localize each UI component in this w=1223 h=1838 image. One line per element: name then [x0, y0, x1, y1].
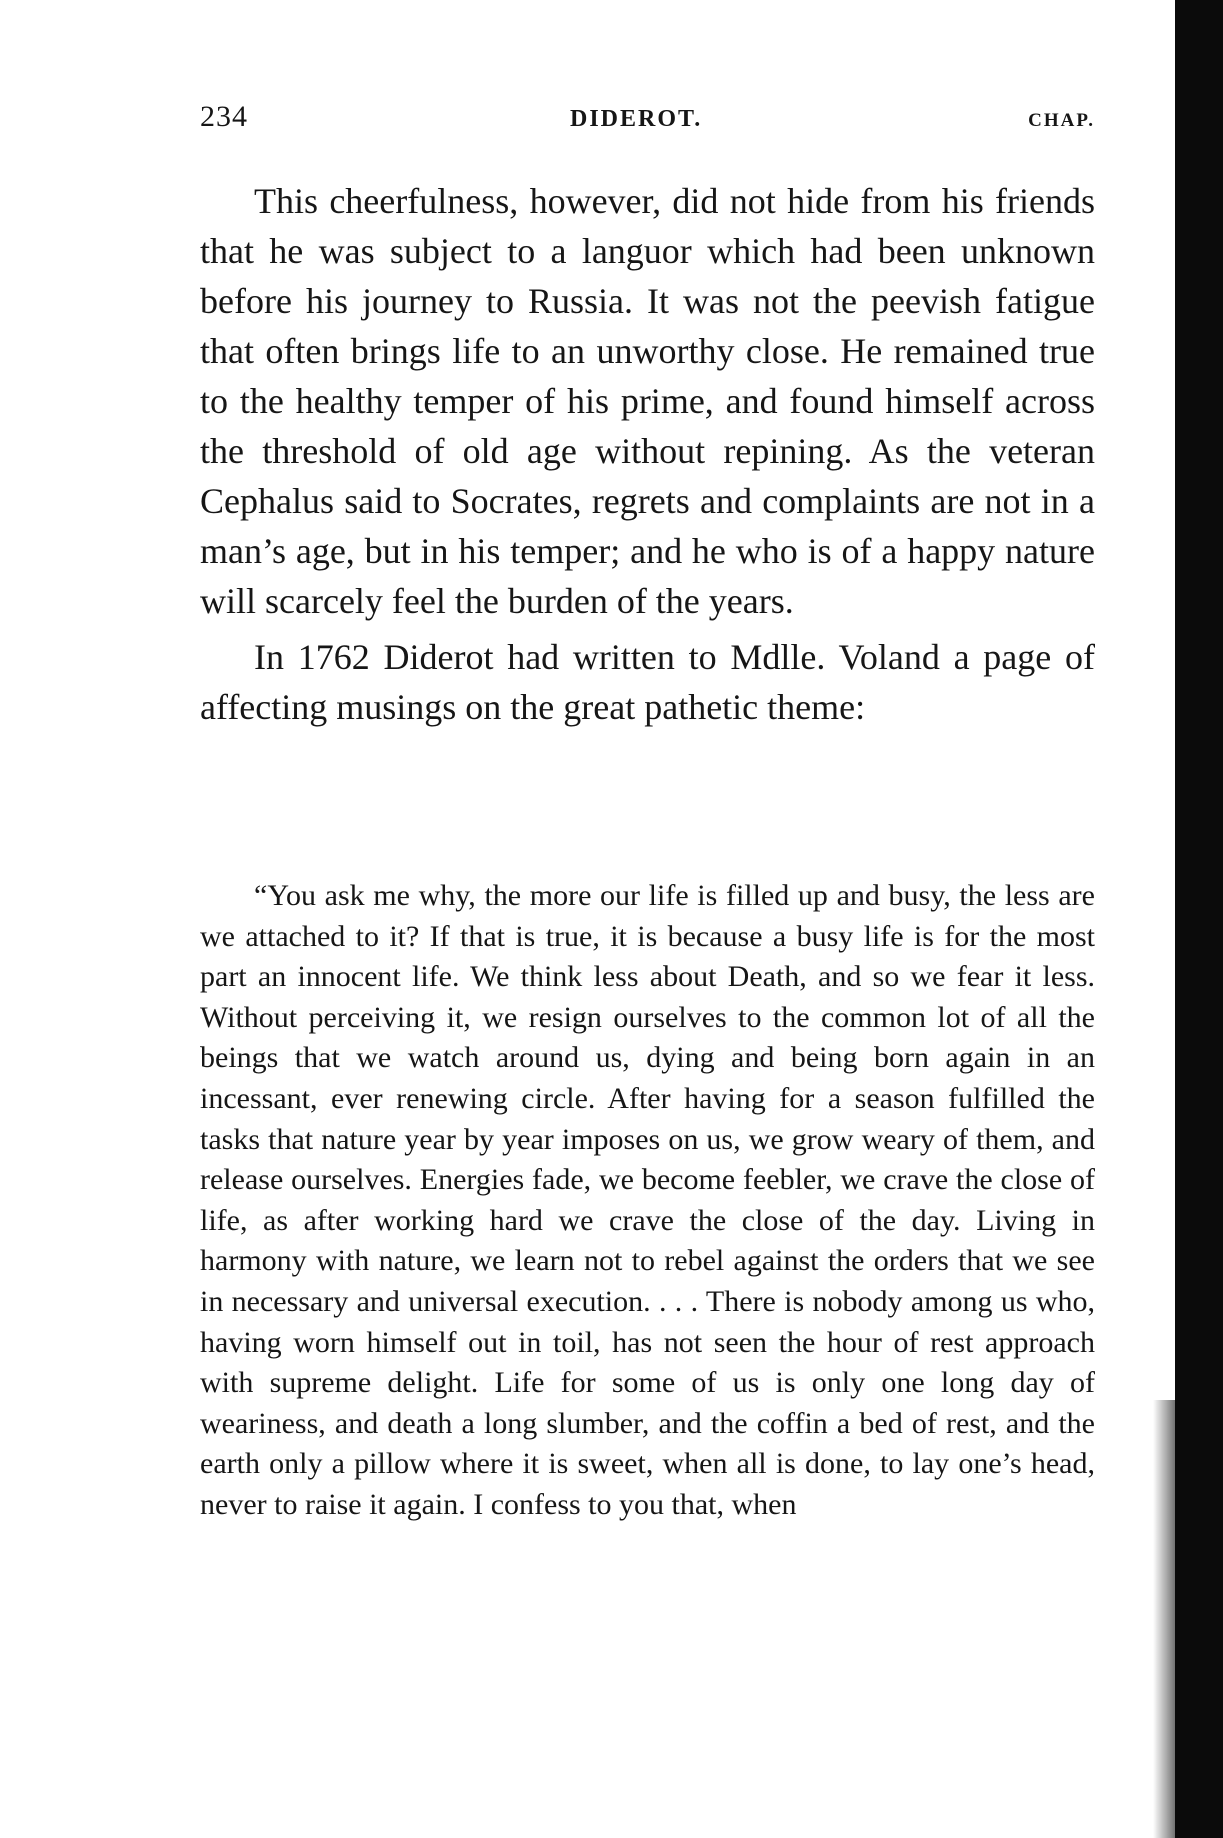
block-quote — [200, 876, 1095, 1526]
quote-paragraph: “You ask me why, the more our life is filled up and busy, the less are we attached to it? If that is true, it is because a busy life is for the most part an innocent life. We think less about Death, and so we fear it less. Without perceiving it, we resign ourselves to the common lot of all the beings that we watch around us, dying and being born again in an incessant, ever renewing circle. After having for a season fulfilled the tasks that nature year by year imposes on us, we grow weary of them, and release ourselves. Energies fade, we become feebler, we crave the close of life, as after working hard we crave the close of the day. Living in harmony with nature, we learn not to rebel against the orders that we see in necessary and universal execution. . . . There is nobody among us who, having worn himself out in toil, has not seen the hour of rest approach with supreme delight. Life for some of us is only one long day of weariness, and death a long slumber, and the coffin a bed of rest, and the earth only a pillow where it is sweet, when all is done, to lay one’s head, never to raise it again. I confess to you that, when — [200, 879, 1095, 1521]
scan-edge-shadow — [1153, 1400, 1175, 1838]
paragraph: This cheerfulness, however, did not hide from his friends that he was subject to a languor which had been unknown before his journey to Russia. It was not the peevish fatigue that often brings life to an unworthy close. He remained true to the healthy temper of his prime, and found himself across the threshold of old age without repining. As the veteran Cephalus said to Socrates, regrets and complaints are not in a man’s age, but in his temper; and he who is of a happy nature will scarcely feel the burden of the years. — [200, 181, 1095, 621]
page-header — [200, 100, 1095, 140]
scan-dark-edge — [1175, 0, 1223, 1838]
paragraph: In 1762 Diderot had written to Mdlle. Voland a page of affecting musings on the great pathetic theme: — [200, 637, 1095, 727]
chapter-label: CHAP. — [1028, 110, 1095, 131]
running-title: DIDEROT. — [570, 106, 703, 132]
page-number: 234 — [200, 100, 248, 133]
body-text — [200, 176, 1095, 732]
